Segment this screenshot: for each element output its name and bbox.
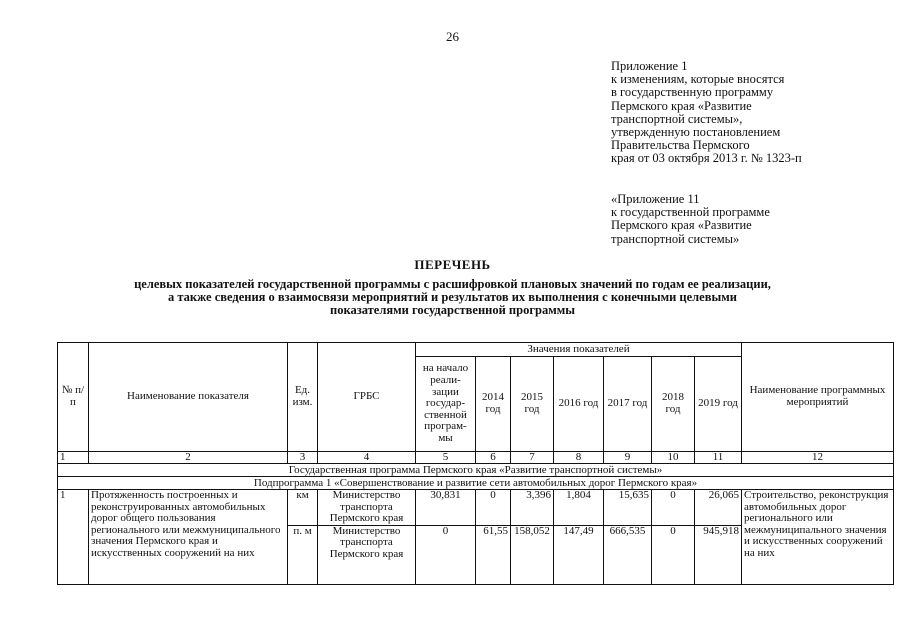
column-number: 4 [318,452,416,464]
grbs-cell: Министерство транспорта Пермского края [318,490,416,526]
header-values-group: Значения показателей [416,343,742,357]
appendix-1-line: Правительства Пермского [611,138,750,153]
appendix-1-line: в государственную программу [611,85,774,100]
subprogram-row: Подпрограмма 1 «Совершенствование и развитие сети автомобильных дорог Пермского края» [58,477,894,490]
subtitle-line: показателями государственной программы [330,302,575,317]
header-year-2017: 2017 год [604,357,652,452]
start-value-cell: 30,831 [416,490,476,526]
header-measures: Наименование программных мероприятий [742,343,894,452]
column-number: 7 [511,452,554,464]
header-num: № п/п [58,343,89,452]
start-value-cell: 0 [416,525,476,584]
appendix-1-block [611,60,896,166]
indicator-number: 1 [58,490,89,585]
value-2014-cell: 0 [476,490,511,526]
page-number: 26 [446,29,459,44]
table-row [58,490,894,526]
header-year-2014: 2014 год [476,357,511,452]
column-number: 12 [742,452,894,464]
header-start-value: на начало реали-зации государ-ственной програм-мы [416,357,476,452]
indicators-table [57,342,894,585]
column-number: 11 [695,452,742,464]
document-title: ПЕРЕЧЕНЬ [414,257,491,272]
value-2017-cell: 15,635 [604,490,652,526]
appendix-1-line: Приложение 1 [611,59,688,73]
header-year-2016: 2016 год [554,357,604,452]
program-row: Государственная программа Пермского края «Развитие транспортной системы» [58,464,894,477]
column-number: 6 [476,452,511,464]
appendix-1-line: края от 03 октября 2013 г. № 1323-п [611,151,802,166]
appendix-1-line: транспортной системы», [611,111,743,126]
value-2016-cell: 147,49 [554,525,604,584]
appendix-1-line: утвержденную постановлением [611,125,781,140]
appendix-11-line: «Приложение 11 [611,192,700,206]
appendix-1-line: Пермского края «Развитие [611,98,752,113]
unit-cell: км [288,490,318,526]
column-number: 3 [288,452,318,464]
column-numbers-row [58,452,894,464]
value-2016-cell: 1,804 [554,490,604,526]
value-2018-cell: 0 [652,525,695,584]
column-number: 5 [416,452,476,464]
appendix-11-line: Пермского края «Развитие [611,218,752,233]
indicator-name: Протяженность построенных и реконструированных автомобильных дорог общего пользования регионального или межмуниципального значения Пермского края и искусственных сооружений на них [89,490,288,585]
value-2019-cell: 945,918 [695,525,742,584]
column-number: 8 [554,452,604,464]
header-year-2018: 2018 год [652,357,695,452]
value-2014-cell: 61,55 [476,525,511,584]
header-year-2019: 2019 год [695,357,742,452]
program-measures-cell: Строительство, реконструкция автомобильных дорог регионального или межмуниципального значения и искусственных сооружений на них [742,490,894,585]
header-unit: Ед. изм. [288,343,318,452]
grbs-cell: Министерство транспорта Пермского края [318,525,416,584]
document-subtitle [40,278,865,316]
value-2019-cell: 26,065 [695,490,742,526]
subtitle-line: целевых показателей государственной программы с расшифровкой плановых значений по годам ее реализации, [134,277,771,291]
value-2018-cell: 0 [652,490,695,526]
appendix-11-line: к государственной программе [611,205,770,220]
header-indicator-name: Наименование показателя [89,343,288,452]
value-2015-cell: 158,052 [511,525,554,584]
header-grbs: ГРБС [318,343,416,452]
appendix-11-line: транспортной системы» [611,231,740,246]
column-number: 1 [58,452,89,464]
unit-cell: п. м [288,525,318,584]
appendix-1-line: к изменениям, которые вносятся [611,72,785,87]
value-2015-cell: 3,396 [511,490,554,526]
appendix-11-block [611,193,896,246]
value-2017-cell: 666,535 [604,525,652,584]
column-number: 2 [89,452,288,464]
subtitle-line: а также сведения о взаимосвязи мероприятий и результатов их выполнения с конечными целевыми [168,289,737,304]
column-number: 9 [604,452,652,464]
column-number: 10 [652,452,695,464]
header-year-2015: 2015 год [511,357,554,452]
